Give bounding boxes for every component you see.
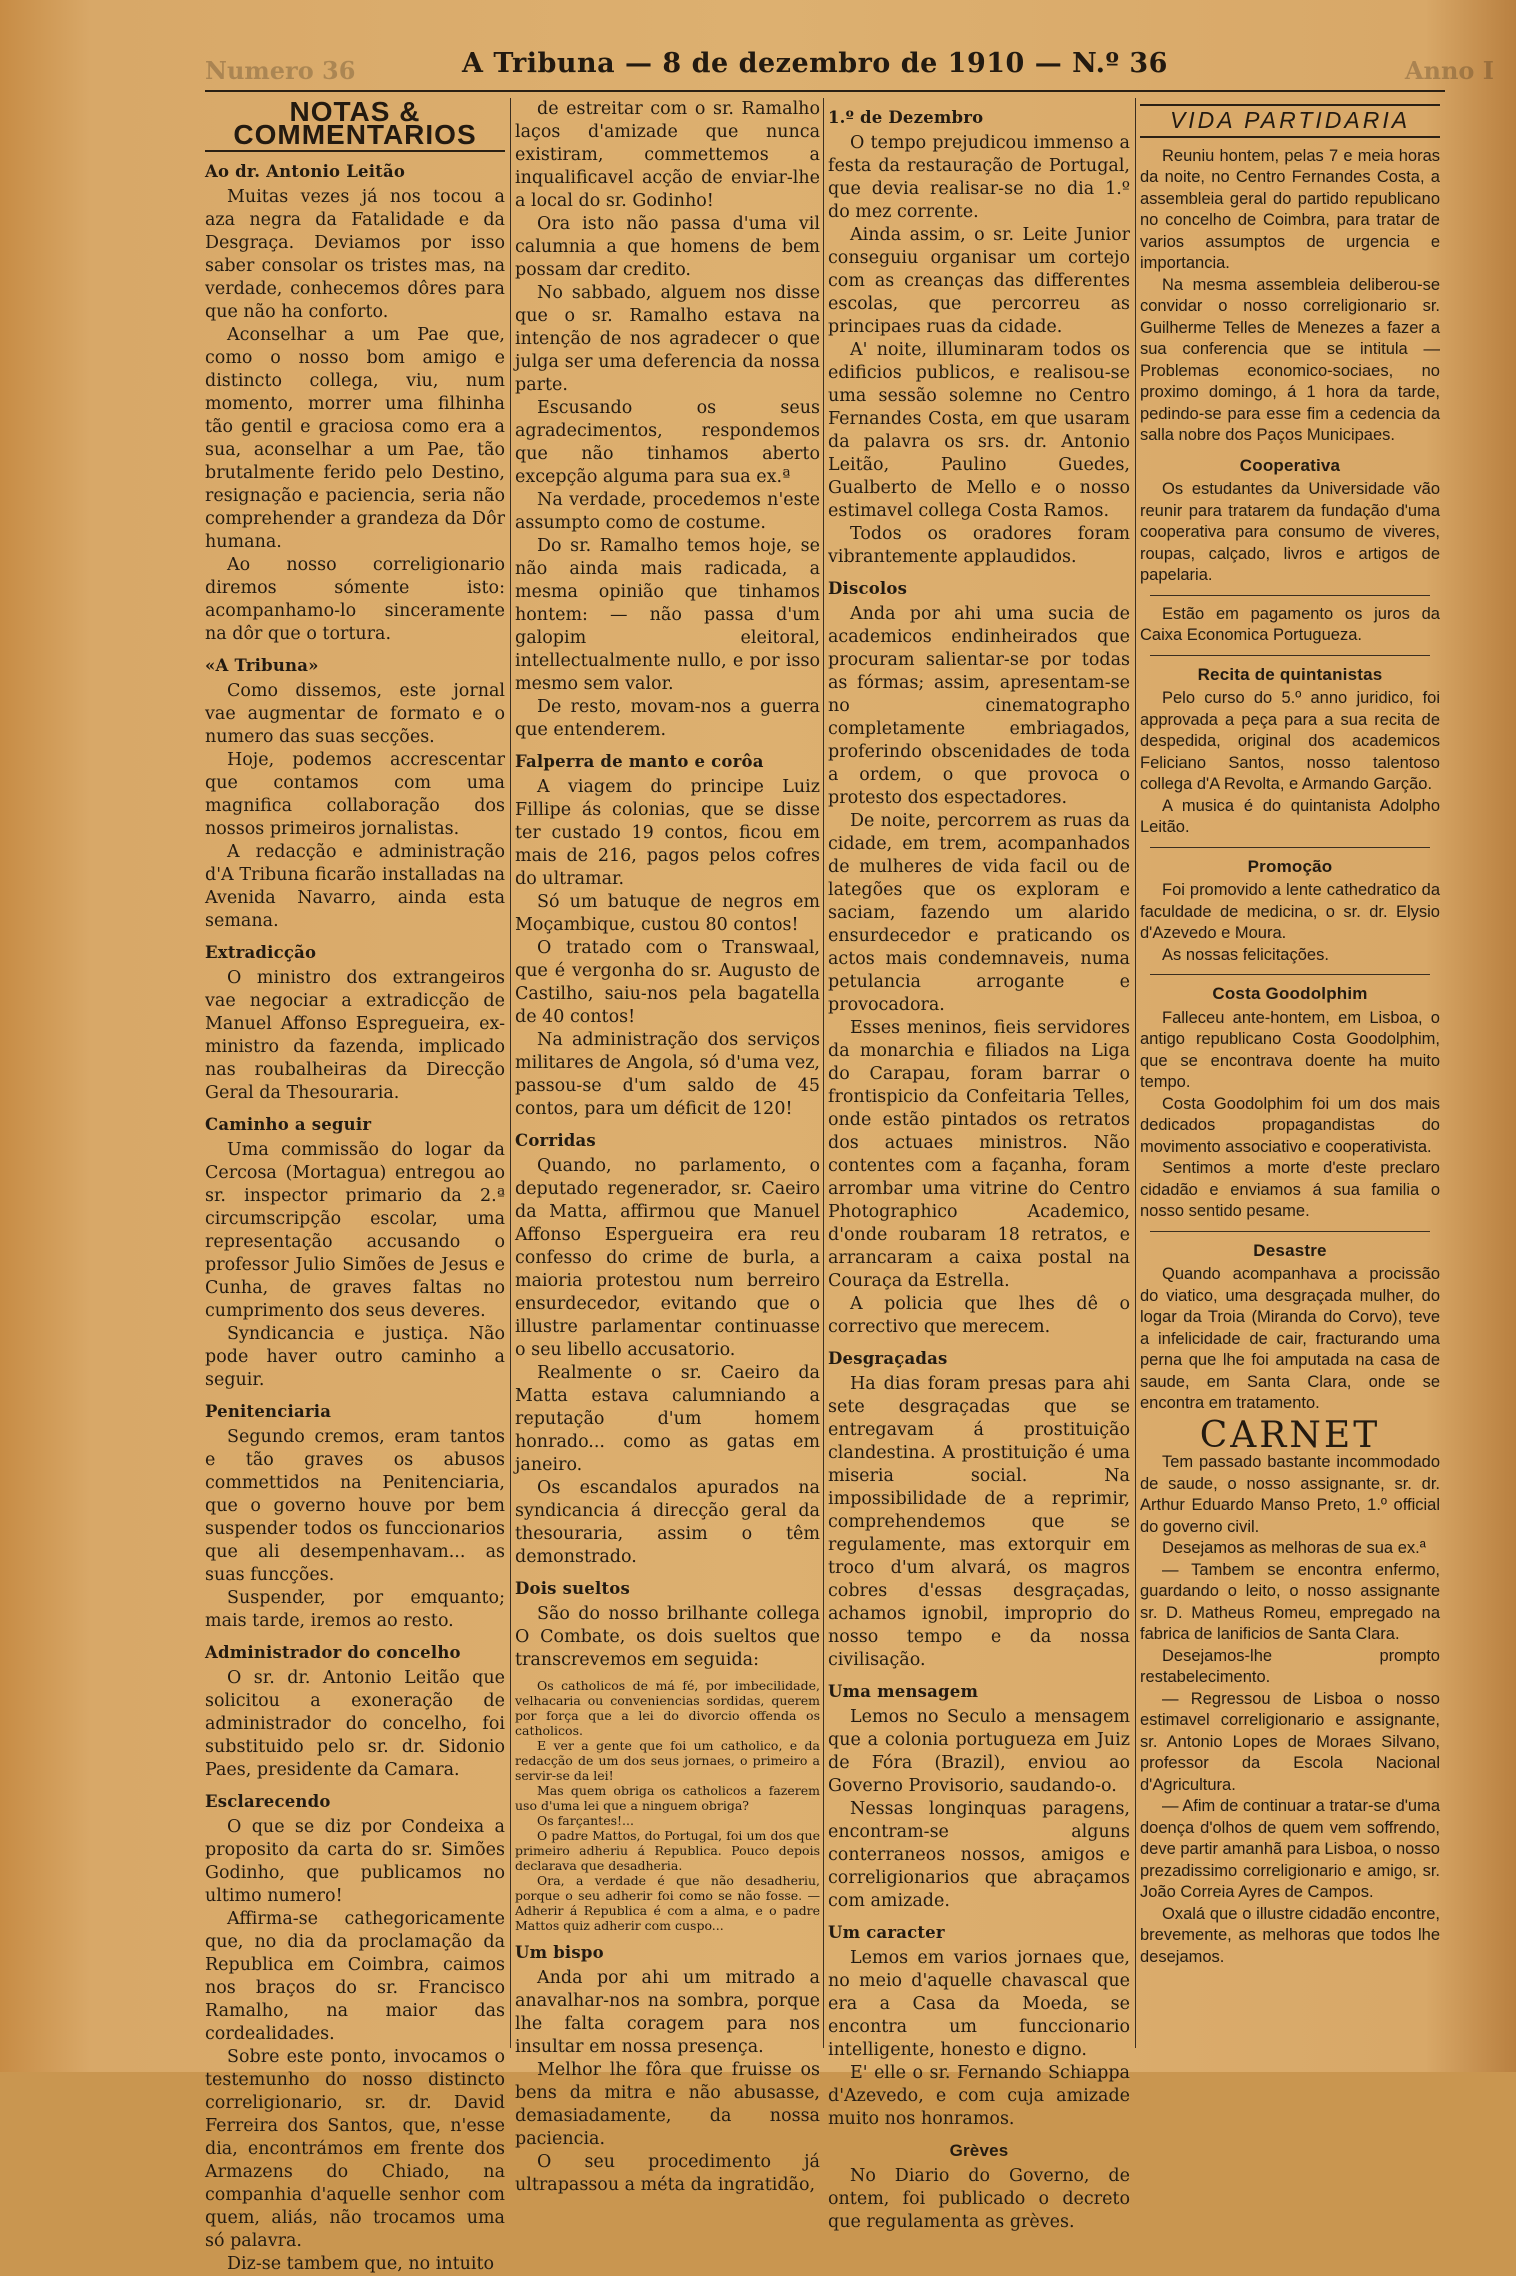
column-divider (823, 98, 824, 2048)
issue-number-corner: Numero 36 (205, 56, 356, 85)
paragraph: A policia que lhes dê o correctivo que merecem. (828, 1294, 1130, 1337)
paragraph: Suspender, por emquanto; mais tarde, iremos ao resto. (205, 1588, 505, 1631)
paragraph: Ora isto não passa d'uma vil calumnia a que homens de bem possam dar credito. (515, 214, 820, 280)
paragraph: — Regressou de Lisboa o nosso estimavel correligionario e assignante, sr. Antonio Lopes de Moraes Silvano, professor da Escola Nacional d'Agricultura. (1140, 1689, 1440, 1794)
paragraph: Anda por ahi um mitrado a anavalhar-nos na sombra, porque lhe falta coragem para nos insultar em nossa presença. (515, 1968, 820, 2057)
continued-article (515, 98, 820, 742)
paragraph: Todos os oradores foram vibrantemente applaudidos. (828, 524, 1130, 567)
paragraph: Oxalá que o illustre cidadão encontre, brevemente, as melhoras que todos lhe desejamos. (1140, 1904, 1440, 1966)
article (828, 1347, 1130, 1672)
paragraph: Reuniu hontem, pelas 7 e meia horas da noite, no Centro Fernandes Costa, a assembleia geral do partido republicano no concelho de Coimbra, para tratar de varios assumptos de urgencia e importancia. (1140, 146, 1440, 272)
article-title: Extradicção (205, 943, 317, 962)
article (1140, 664, 1440, 839)
paragraph: Lemos em varios jornaes que, no meio d'aquelle chavascal que era a Casa da Moeda, se encontra um funccionario intelligente, honesto e digno. (828, 1948, 1130, 2060)
article-title: Corridas (515, 1131, 596, 1150)
carnet-title: CARNET (1199, 1414, 1381, 1456)
article-title: Recita de quintanistas (1197, 664, 1383, 684)
paragraph: Foi promovido a lente cathedratico da faculdade de medicina, o sr. dr. Elysio d'Azevedo e Moura. (1140, 881, 1440, 942)
col2-articles (515, 750, 820, 2197)
paragraph: Hoje, podemos accrescentar que contamos com uma magnifica collaboração dos nossos primeiros jornalistas. (205, 750, 505, 839)
paragraph: Como dissemos, este jornal vae augmentar de formato e o numero das suas secções. (205, 681, 505, 747)
paragraph: E ver a gente que foi um catholico, e da redacção de um dos seus jornaes, o primeiro a servir-se da lei! (515, 1738, 820, 1783)
article (828, 2139, 1130, 2234)
paragraph: Quando, no parlamento, o deputado regenerador, sr. Caeiro da Matta, affirmou que Manuel Affonso Espergueira era reu confesso do crime de burla, a maioria protestou num berreiro ensurdecedor, evitando que o illustre parlamentar continuasse o seu libello accusatorio. (515, 1156, 820, 1360)
article (205, 1113, 505, 1392)
column-3 (828, 98, 1130, 2232)
article-title: Penitenciaria (205, 1402, 332, 1421)
article (1140, 983, 1440, 1223)
article-title: Ao dr. Antonio Leitão (205, 162, 406, 181)
paragraph: de estreitar com o sr. Ramalho laços d'amizade que nunca existiram, commettemos a inqualificavel acção de enviar-lhe a local do sr. Godinho! (515, 99, 820, 211)
article-title: Promoção (1247, 856, 1333, 876)
article-separator (1150, 595, 1430, 596)
paragraph: Esses meninos, fieis servidores da monarchia e filiados na Liga do Carapau, foram barrar o frontispicio da Confeitaria Telles, onde estão pintados os retratos dos actuaes ministros. Não contentes com a façanha, foram arrombar uma vitrine do Centro Photographico Academico, d'onde roubaram 18 retratos, e arrancaram a caixa postal na Couraça da Estrella. (828, 1018, 1130, 1291)
paragraph: — Afim de continuar a tratar-se d'uma doença d'olhos de quem vem soffrendo, deve partir amanhã para Lisboa, o nosso prezadissimo correligionario e amigo, sr. João Correia Ayres de Campos. (1140, 1797, 1440, 1901)
article-title: Dois sueltos (515, 1579, 630, 1598)
paragraph: O tempo prejudicou immenso a festa da restauração de Portugal, que devia realisar-se no dia 1.º do mez corrente. (828, 133, 1130, 222)
article-title: Administrador do concelho (205, 1643, 461, 1662)
paragraph: Ora, a verdade é que não desadheriu, porque o seu adherir foi como se não fosse. — Adherir á Republica é com a alma, e o padre Mattos quiz adherir com cuspo... (515, 1873, 820, 1933)
paragraph: De noite, percorrem as ruas da cidade, em trem, acompanhados de mulheres de vida facil ou de lategões que os exploram e saciam, fazendo um alarido ensurdecedor e praticando os actos mais condemnaveis, numa petulancia arrogante e provocadora. (828, 811, 1130, 1015)
article (205, 160, 505, 646)
article-title: Uma mensagem (828, 1682, 979, 1701)
article-title: 1.º de Dezembro (828, 108, 984, 127)
year-corner: Anno I (1404, 56, 1494, 85)
article-title: Um caracter (828, 1923, 945, 1942)
paragraph: A musica é do quintanista Adolpho Leitão. (1140, 796, 1440, 836)
article-title: Um bispo (515, 1943, 604, 1962)
paragraph: A viagem do principe Luiz Fillipe ás colonias, que se disse ter custado 19 contos, ficou em mais de 216, pagos pelos cofres do ultramar. (515, 777, 820, 889)
article-title: Desastre (1253, 1240, 1327, 1260)
paragraph: Anda por ahi uma sucia de academicos endinheirados que procuram salientar-se por todas as fórmas; assim, apresentam-se no cinematographo completamente embriagados, proferindo obscenidades de toda a ordem, o que provoca o protesto dos espectadores. (828, 604, 1130, 808)
article-separator (1150, 1231, 1430, 1232)
article (1140, 1240, 1440, 1415)
article (205, 1790, 505, 2276)
article-title: Caminho a seguir (205, 1115, 372, 1134)
paragraph: Os estudantes da Universidade vão reunir para tratarem da fundação d'uma cooperativa para consumo de viveres, roupas, calçado, livros e artigos de papelaria. (1140, 480, 1440, 584)
article-title: Falperra de manto e corôa (515, 752, 764, 771)
column-2 (515, 98, 820, 2195)
paragraph: E' elle o sr. Fernando Schiappa d'Azevedo, e com cuja amizade muito nos honramos. (828, 2063, 1130, 2129)
article (205, 654, 505, 933)
paragraph: A' noite, illuminaram todos os edificios publicos, e realisou-se uma sessão solemne no Centro Fernandes Costa, em que usaram da palavra os srs. dr. Antonio Leitão, Paulino Guedes, Gualberto de Mello e o nosso estimavel collega Costa Ramos. (828, 340, 1130, 521)
article (1140, 604, 1440, 647)
masthead: A Tribuna — 8 de dezembro de 1910 — N.º 36 (462, 48, 1168, 79)
article-separator (1150, 847, 1430, 848)
paragraph: O sr. dr. Antonio Leitão que solicitou a exoneração de administrador do concelho, foi substituido pelo sr. dr. Sidonio Paes, presidente da Camara. (205, 1668, 505, 1780)
paragraph: Nessas longinquas paragens, encontram-se alguns conterraneos nossos, amigos e correligionarios que abraçamos com amizade. (828, 1799, 1130, 1911)
paragraph: Lemos no Seculo a mensagem que a colonia portugueza em Juiz de Fóra (Brazil), enviou ao Governo Provisorio, saudando-o. (828, 1707, 1130, 1796)
article (828, 577, 1130, 1339)
article-title: Costa Goodolphim (1212, 984, 1368, 1003)
column-1 (205, 96, 505, 2274)
paragraph: Sobre este ponto, invocamos o testemunho do nosso distincto correligionario, sr. dr. David Ferreira dos Santos, que, n'esse dia, encontrámos em frente dos Armazens do Chiado, na companhia d'aquelle senhor com quem, aliás, não trocamos uma só palavra. (205, 2047, 505, 2251)
paragraph: As nossas felicitações. (1162, 945, 1329, 964)
carnet-notes (1140, 1452, 1440, 1968)
paragraph: O tratado com o Transwaal, que é vergonha do sr. Augusto de Castilho, saiu-nos pela bagatella de 40 contos! (515, 938, 820, 1027)
section-title-vida-partidaria: VIDA PARTIDARIA (1140, 104, 1440, 138)
paragraph: A redacção e administração d'A Tribuna ficarão installadas na Avenida Navarro, ainda esta semana. (205, 842, 505, 931)
paragraph: Aconselhar a um Pae que, como o nosso bom amigo e distincto collega, viu, num momento, morrer uma filhinha tão gentil e graciosa como era a sua, aconselhar a um Pae, tão brutalmente ferido pelo Destino, resignação e paciencia, seria não comprehender a grandeza da Dôr humana. (205, 325, 505, 552)
column-divider (1135, 98, 1136, 2048)
paragraph: No Diario do Governo, de ontem, foi publicado o decreto que regulamenta as grèves. (828, 2166, 1130, 2232)
article-title: Esclarecendo (205, 1792, 331, 1811)
paragraph: O padre Mattos, do Portugal, foi um dos que primeiro adheriu á Republica. Pouco depois declarava que desadheria. (515, 1828, 820, 1873)
article (515, 750, 820, 1121)
paragraph: Os escandalos apurados na syndicancia á direcção geral da thesouraria, assim o têm demonstrado. (515, 1478, 820, 1567)
column-4 (1140, 98, 1440, 2053)
paragraph: Melhor lhe fôra que fruisse os bens da mitra e não abusasse, demasiadamente, da nossa paciencia. (515, 2060, 820, 2149)
paragraph: Pelo curso do 5.º anno juridico, foi approvada a peça para a sua recita de despedida, original dos academicos Feliciano Santos, nosso talentoso collega d'A Revolta, e Armando Garção. (1140, 689, 1440, 793)
paragraph: Syndicancia e justiça. Não pode haver outro caminho a seguir. (205, 1324, 505, 1390)
article-title: «A Tribuna» (205, 656, 319, 675)
paragraph: No sabbado, alguem nos disse que o sr. Ramalho estava na intenção de nos agradecer o que julga ser uma deferencia da nossa parte. (515, 283, 820, 395)
paragraph: Ainda assim, o sr. Leite Junior conseguiu organisar um cortejo com as creanças das differentes escolas, que percorreu as principaes ruas da cidade. (828, 225, 1130, 337)
paragraph: Affirma-se cathegoricamente que, no dia da proclamação da Republica em Coimbra, caimos nos braços do sr. Francisco Ramalho, na maior das cordealidades. (205, 1909, 505, 2044)
paragraph: Só um batuque de negros em Moçambique, custou 80 contos! (515, 892, 820, 935)
paragraph: Do sr. Ramalho temos hoje, se não ainda mais radicada, a mesma opinião que tinhamos hontem: — não passa d'um galopim eleitoral, intellectualmente nullo, e por isso mesmo sem valor. (515, 536, 820, 694)
paragraph: Mas quem obriga os catholicos a fazerem uso d'uma lei que a ninguem obriga? (515, 1783, 820, 1813)
paragraph: Os catholicos de má fé, por imbecilidade, velhacaria ou conveniencias sordidas, querem por força que a lei do divorcio offenda os catholicos. (515, 1678, 820, 1738)
section-title-notas: NOTAS & COMMENTARIOS (205, 100, 505, 152)
article (205, 1641, 505, 1782)
vida-intro (1140, 146, 1440, 447)
article (515, 1129, 820, 1569)
paragraph: Os farçantes!... (537, 1813, 634, 1828)
article (515, 1941, 820, 2197)
article (1140, 455, 1440, 587)
article (1140, 856, 1440, 967)
article-separator (1150, 655, 1430, 656)
article (828, 1680, 1130, 1913)
article-title: Cooperativa (1239, 455, 1341, 475)
col1-articles (205, 160, 505, 2276)
article (828, 1921, 1130, 2131)
paragraph: Escusando os seus agradecimentos, respondemos que não tinhamos aberto excepção alguma para sua ex.ª (515, 398, 820, 487)
paragraph: Segundo cremos, eram tantos e tão graves os abusos commettidos na Penitenciaria, que o governo houve por bem suspender todos os funccionarios que ali desempenhavam... as suas funcções. (205, 1427, 505, 1585)
paragraph: Na verdade, procedemos n'este assumpto como de costume. (515, 490, 820, 533)
paragraph: Uma commissão do logar da Cercosa (Mortagua) entregou ao sr. inspector primario da 2.ª circumscripção escolar, uma representação accusando o professor Julio Simões de Jesus e Cunha, de graves faltas no cumprimento dos seus deveres. (205, 1140, 505, 1321)
paragraph: Tem passado bastante incommodado de saude, o nosso assignante, sr. dr. Arthur Eduardo Manso Preto, 1.º official do governo civil. (1140, 1453, 1440, 1536)
paragraph: Muitas vezes já nos tocou a aza negra da Fatalidade e da Desgraça. Deviamos por isso saber consolar os tristes mas, na verdade, conhecemos dôres para que não ha conforto. (205, 187, 505, 322)
paragraph: O seu procedimento já ultrapassou a méta da ingratidão, (515, 2152, 820, 2195)
paragraph: Quando acompanhava a procissão do viatico, uma desgraçada mulher, do logar da Troia (Miranda do Corvo), teve a infelicidade de cair, fracturando uma perna que lhe foi amputada na casa de saude, em Santa Clara, onde se encontra em tratamento. (1140, 1265, 1440, 1412)
article-title: Desgraçadas (828, 1349, 948, 1368)
paragraph: — Tambem se encontra enfermo, guardando o leito, o nosso assignante sr. D. Matheus Romeu, empregado na fabrica de lanificios de Santa Clara. (1140, 1560, 1440, 1643)
paragraph: Sentimos a morte d'este preclaro cidadão e enviamos á sua familia o nosso sentido pesame. (1140, 1159, 1440, 1220)
paragraph: Na administração dos serviços militares de Angola, só d'uma vez, passou-se d'um saldo de 45 contos, para um déficit de 120! (515, 1030, 820, 1119)
article (515, 1678, 820, 1933)
paragraph: Ao nosso correligionario diremos sómente isto: acompanhamo-lo sinceramente na dôr que o tortura. (205, 555, 505, 644)
col4-articles (1140, 455, 1440, 1415)
paragraph: Ha dias foram presas para ahi sete desgraçadas que se entregavam á prostituição clandestina. A prostituição é uma miseria social. Na impossibilidade de a reprimir, comprehendemos que se regulamente, mas extorquir em troco d'um alvará, os magros cobres d'essas desgraçadas, achamos ignobil, improprio do nosso tempo e da nossa civilisação. (828, 1374, 1130, 1670)
col3-articles (828, 106, 1130, 2234)
paragraph: Desejamos-lhe prompto restabelecimento. (1140, 1646, 1440, 1686)
article (828, 106, 1130, 569)
paragraph: Estão em pagamento os juros da Caixa Economica Portugueza. (1140, 604, 1440, 644)
paragraph: Realmente o sr. Caeiro da Matta estava calumniando a reputação d'um homem honrado... como as gatas em janeiro. (515, 1363, 820, 1475)
article-title: Grèves (949, 2141, 1009, 2160)
paragraph: De resto, movam-nos a guerra que entenderem. (515, 697, 820, 740)
header-rule (205, 90, 1445, 92)
article (205, 1400, 505, 1633)
paragraph: O ministro dos extrangeiros vae negociar a extradicção de Manuel Affonso Espregueira, ex-ministro da fazenda, implicado nas roubalheiras da Direcção Geral da Thesouraria. (205, 968, 505, 1103)
column-divider (510, 98, 511, 2048)
paragraph: Na mesma assembleia deliberou-se convidar o nosso correligionario sr. Guilherme Telles de Menezes a fazer a sua conferencia que se intitula — Problemas economico-sociaes, no proximo domingo, á 1 hora da tarde, pedindo-se para esse fim a cedencia da salla nobre dos Paços Municipaes. (1140, 275, 1440, 444)
paragraph: Costa Goodolphim foi um dos mais dedicados propagandistas do movimento associativo e cooperativista. (1140, 1094, 1440, 1156)
paragraph: Diz-se tambem que, no intuito (227, 2254, 495, 2274)
paragraph: Falleceu ante-hontem, em Lisboa, o antigo republicano Costa Goodolphim, que se encontrava doente ha muito tempo. (1140, 1008, 1440, 1091)
article-separator (1150, 974, 1430, 975)
article-title: Discolos (828, 579, 908, 598)
article (515, 1577, 820, 1672)
article (205, 941, 505, 1105)
paragraph: Desejamos as melhoras de sua ex.ª (1162, 1539, 1426, 1557)
paragraph: São do nosso brilhante collega O Combate, os dois sueltos que transcrevemos em seguida: (515, 1604, 820, 1670)
paragraph: O que se diz por Condeixa a proposito da carta do sr. Simões Godinho, que publicamos no ultimo numero! (205, 1817, 505, 1906)
